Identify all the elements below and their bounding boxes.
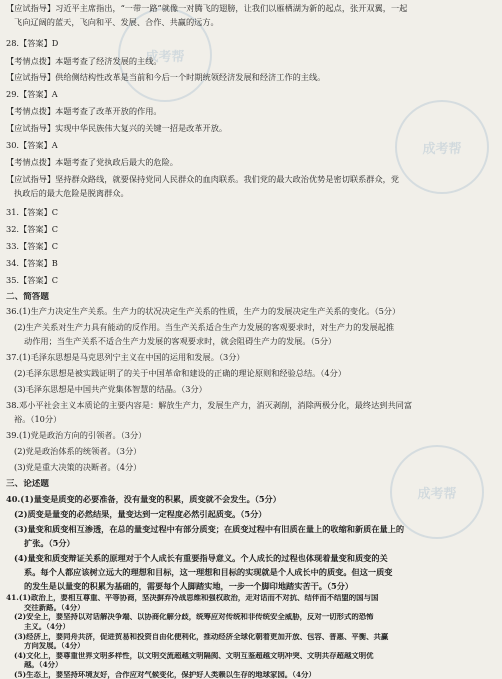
text-line: (4)量变和质变辩证关系的原理对于个人成长有重要指导意义。个人成长的过程也体现着量变和质变的关: [14, 553, 388, 563]
watermark-logo: 成考帮: [395, 100, 489, 194]
text-line: 【应试指导】供给侧结构性改革是当前和今后一个时期统领经济发展和经济工作的主线。: [6, 72, 326, 82]
text-line: (3)经济上，要同舟共济，促进贸易和投资自由化便利化，推动经济全球化朝着更加开放、包容、普惠、平衡、共赢: [14, 632, 389, 641]
text-line: 越。（4分）: [24, 661, 63, 670]
text-line: 执政后的最大危险是脱离群众。: [14, 188, 129, 198]
text-line: 【考情点拨】本题考查了改革开放的作用。: [6, 106, 162, 116]
watermark-logo: 成考帮: [390, 445, 484, 539]
text-line: 39.(1)党是政治方向的引领者。（3分）: [6, 430, 147, 440]
watermark-logo: 成考帮: [118, 8, 212, 102]
text-line: 飞向辽阔的蓝天，飞向和平、发展、合作、共赢的远方。: [14, 17, 219, 27]
text-line: 41.(1)政治上，要相互尊重、平等协商，坚决摒弃冷战思维和强权政治，走对话而不对抗、结伴而不结盟的国与国: [6, 594, 379, 602]
answer-line: 29.【答案】A: [6, 89, 58, 99]
text-line: 36.(1)生产力决定生产关系。生产力的状况决定生产关系的性质，生产力的发展决定生产关系的变化。（5分）: [6, 306, 401, 316]
text-line: (5)生态上，要坚持环境友好，合作应对气候变化，保护好人类赖以生存的地球家园。（4分）: [14, 671, 316, 679]
section-heading: 二、简答题: [6, 292, 49, 302]
text-line: (3)量变和质变相互渗透，在总的量变过程中有部分质变；在质变过程中有旧质在量上的收缩和新质在量上的: [14, 524, 405, 534]
text-line: 方向发展。（4分）: [24, 642, 85, 651]
text-line: 37.(1)毛泽东思想是马克思列宁主义在中国的运用和发展。（3分）: [6, 352, 245, 362]
answer-line: 35.【答案】C: [6, 275, 59, 285]
text-line: 扩张。（5分）: [24, 538, 75, 548]
text-line: 的发生是以量变的积累为基础的，需要每个人脚踏实地，一步一个脚印地踏实苦干。（5分）: [24, 581, 354, 591]
text-line: 38.邓小平社会主义本质论的主要内容是：解放生产力，发展生产力，消灭剥削，消除两极分化，最终达到共同富: [6, 400, 413, 410]
answer-line: 34.【答案】B: [6, 258, 58, 268]
text-line: (2)质变是量变的必然结果，量变达到一定程度必然引起质变。（5分）: [14, 509, 267, 519]
text-line: 【应试指导】坚持群众路线，就要保持党同人民群众的血肉联系。我们党的最大政治优势是密切联系群众，党: [6, 174, 400, 184]
text-line: 【应试指导】习近平主席指出，“一带一路”就像一对腾飞的翅膀，让我们以雁栖湖为新的起点，张开双翼，一起: [6, 3, 408, 13]
answer-line: 30.【答案】A: [6, 140, 58, 150]
answer-line: 32.【答案】C: [6, 224, 59, 234]
text-line: 动作用；当生产关系不适合生产力发展的客观要求时，就会阻碍生产力的发展。（5分）: [24, 336, 337, 346]
text-line: (2)党是政治体系的统领者。（3分）: [14, 446, 142, 456]
text-line: (2)安全上，要坚持以对话解决争端、以协商化解分歧，统筹应对传统和非传统安全威胁，反对一切形式的恐怖: [14, 613, 374, 622]
text-line: 系。每个人都应该树立远大的理想和目标，这一理想和目标的实现就是个人成长中的质变。但这一质变: [24, 567, 393, 577]
text-line: (3)毛泽东思想是中国共产党集体智慧的结晶。（3分）: [14, 384, 207, 394]
text-line: 【应试指导】实现中华民族伟大复兴的关键一招是改革开放。: [6, 123, 228, 133]
text-line: 40.(1)量变是质变的必要准备，没有量变的积累，质变就不会发生。（5分）: [6, 494, 281, 504]
answer-line: 33.【答案】C: [6, 241, 59, 251]
text-line: 【考情点拨】本题考查了经济发展的主线。: [6, 56, 162, 66]
text-line: (2)生产关系对生产力具有能动的反作用。当生产关系适合生产力发展的客观要求时，对生产力的发展起推: [14, 322, 395, 332]
answer-line: 31.【答案】C: [6, 207, 59, 217]
text-line: 主义。（4分）: [24, 622, 70, 631]
text-line: 裕。（10分）: [14, 414, 62, 424]
text-line: (3)党是重大决策的决断者。（4分）: [14, 462, 142, 472]
text-line: (4)文化上，要尊重世界文明多样性，以文明交流超越文明隔阂、文明互鉴超越文明冲突、文明共存超越文明优: [14, 651, 374, 660]
text-line: 交往新路。（4分）: [24, 603, 85, 612]
text-line: (2)毛泽东思想是被实践证明了的关于中国革命和建设的正确的理论原则和经验总结。（4分）: [14, 368, 347, 378]
answer-line: 28.【答案】D: [6, 38, 59, 48]
text-line: 【考情点拨】本题考查了党执政后最大的危险。: [6, 157, 178, 167]
section-heading: 三、论述题: [6, 479, 49, 489]
